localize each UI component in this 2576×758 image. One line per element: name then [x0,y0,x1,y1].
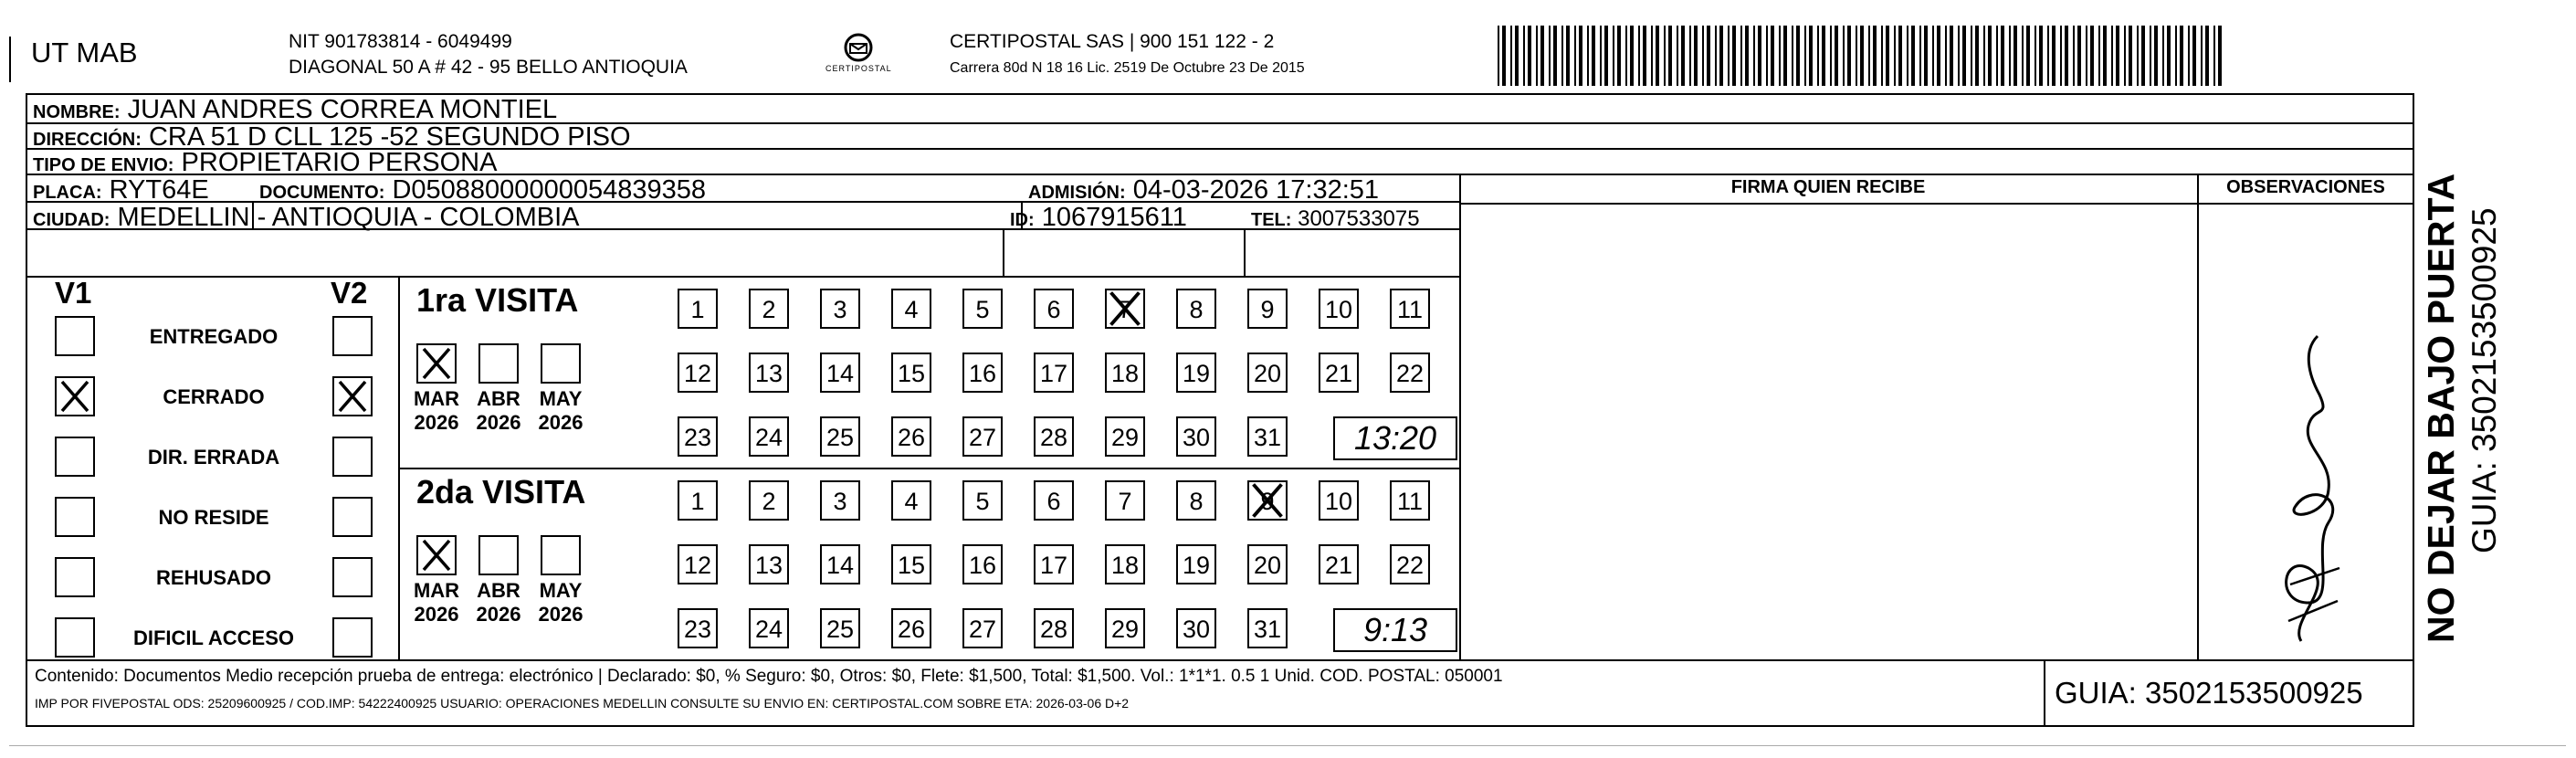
day-box-15[interactable]: 15 [891,353,931,393]
day-box-27[interactable]: 27 [962,608,1003,648]
day-box-16[interactable]: 16 [962,544,1003,584]
year-label: 2026 [414,603,459,626]
tel-value: 3007533075 [1298,206,1420,231]
logo-text: CERTIPOSTAL [825,64,892,73]
month-label: MAY [539,579,583,602]
day-box-10[interactable]: 10 [1319,289,1359,329]
company-name: CERTIPOSTAL SAS | 900 151 122 - 2 [950,31,1275,52]
left-edge-mark [9,37,11,82]
tel-row [1251,206,1420,232]
status-v1-checkbox[interactable] [55,557,95,597]
status-v2-checkbox[interactable] [332,376,373,416]
day-box-12[interactable]: 12 [678,544,718,584]
day-box-31[interactable]: 31 [1247,608,1288,648]
visit-time: 9:13 [1333,608,1457,652]
company-license: Carrera 80d N 18 16 Lic. 2519 De Octubre 23 De 2015 [950,60,1305,76]
footer-guia-line [2044,659,2045,727]
day-box-29[interactable]: 29 [1105,608,1145,648]
document-value: D05088000000054839358 [392,175,706,205]
status-v1-checkbox[interactable] [55,316,95,356]
visit-separator [398,468,1459,469]
year-label: 2026 [476,411,521,434]
year-label: 2026 [476,603,521,626]
city-label: CIUDAD: [33,210,110,230]
day-box-30[interactable]: 30 [1176,608,1216,648]
day-box-3[interactable]: 3 [820,289,860,329]
day-box-21[interactable]: 21 [1319,353,1359,393]
day-box-18[interactable]: 18 [1105,544,1145,584]
city-value: MEDELLIN - ANTIOQUIA - COLOMBIA [117,203,580,232]
tel-label: TEL: [1251,210,1292,230]
status-label: ENTREGADO [149,325,279,348]
footer-content: Contenido: Documentos Medio recepción prueba de entrega: electrónico | Declarado: $0, % Seguro: $0, Otros: $0, Flete: $1,500, Total: $1,500. Vol.: 1*1*1. 0.5 1 Unid. COD. POSTAL: 050001 [35,667,1503,686]
row-line [26,276,1459,278]
day-box-15[interactable]: 15 [891,544,931,584]
month-label: MAR [413,387,460,410]
admission-value: 04-03-2026 17:32:51 [1132,175,1380,205]
x-mark-icon [334,378,371,415]
col-line [1244,228,1246,276]
document-row [259,175,706,205]
day-box-3[interactable]: 3 [820,480,860,521]
id-label: ID: [1010,210,1035,230]
day-box-7[interactable]: 7 [1105,289,1145,329]
day-box-2[interactable]: 2 [749,480,789,521]
day-box-12[interactable]: 12 [678,353,718,393]
visit2-title: 2da VISITA [416,473,586,511]
day-box-9[interactable]: 9 [1247,480,1288,521]
month-checkbox-abr[interactable] [478,535,519,575]
year-label: 2026 [538,411,584,434]
admission-label: ADMISIÓN: [1028,183,1126,203]
signature-header-line [1459,203,2414,205]
status-v1-checkbox[interactable] [55,437,95,477]
day-box-6[interactable]: 6 [1034,480,1074,521]
month-checkbox-mar[interactable] [416,343,457,384]
month-checkbox-may[interactable] [541,343,581,384]
day-box-23[interactable]: 23 [678,416,718,457]
status-v1-checkbox[interactable] [55,376,95,416]
day-box-6[interactable]: 6 [1034,289,1074,329]
day-box-26[interactable]: 26 [891,416,931,457]
day-box-5[interactable]: 5 [962,480,1003,521]
day-box-24[interactable]: 24 [749,416,789,457]
day-box-20[interactable]: 20 [1247,544,1288,584]
month-checkbox-abr[interactable] [478,343,519,384]
day-box-19[interactable]: 19 [1176,353,1216,393]
admission-row [1028,175,1379,205]
day-box-19[interactable]: 19 [1176,544,1216,584]
day-box-20[interactable]: 20 [1247,353,1288,393]
v2-header: V2 [331,276,368,310]
sender-nit: NIT 901783814 - 6049499 [289,31,512,52]
bottom-rule [9,745,2566,746]
status-v2-checkbox[interactable] [332,316,373,356]
signature-title: FIRMA QUIEN RECIBE [1730,177,1926,197]
plate-label: PLACA: [33,183,102,203]
signature-handwriting [2201,311,2411,648]
signature-left-line [1459,174,1461,659]
day-box-14[interactable]: 14 [820,544,860,584]
status-label: DIFICIL ACCESO [132,626,294,649]
shipment-type: PROPIETARIO PERSONA [181,148,498,177]
status-v2-checkbox[interactable] [332,437,373,477]
sender-name: UT MAB [31,37,138,68]
x-mark-icon [418,345,455,382]
status-v2-checkbox[interactable] [332,557,373,597]
status-label: CERRADO [163,385,265,408]
id-value: 1067915611 [1041,203,1187,232]
day-box-25[interactable]: 25 [820,608,860,648]
side-warning: NO DEJAR BAJO PUERTA [2420,173,2462,643]
name-row [33,95,557,125]
certipostal-logo [825,29,892,80]
month-checkbox-mar[interactable] [416,535,457,575]
day-box-9[interactable]: 9 [1247,289,1288,329]
recipient-address: CRA 51 D CLL 125 -52 SEGUNDO PISO [148,122,631,152]
visit-time: 13:20 [1333,416,1457,460]
day-box-23[interactable]: 23 [678,608,718,648]
document-label: DOCUMENTO: [259,183,385,203]
x-mark-icon [57,378,93,415]
name-label: NOMBRE: [33,102,121,122]
visit1-title: 1ra VISITA [416,281,579,319]
day-mark [1247,480,1288,521]
year-label: 2026 [538,603,584,626]
day-box-17[interactable]: 17 [1034,544,1074,584]
status-label: NO RESIDE [158,506,269,529]
day-box-28[interactable]: 28 [1034,416,1074,457]
day-box-24[interactable]: 24 [749,608,789,648]
status-label: DIR. ERRADA [147,446,280,468]
status-v2-checkbox[interactable] [332,497,373,537]
day-box-31[interactable]: 31 [1247,416,1288,457]
plate-row [33,175,209,205]
day-box-1[interactable]: 1 [678,480,718,521]
x-mark-icon [1105,289,1145,329]
v1-header: V1 [55,276,92,310]
day-box-30[interactable]: 30 [1176,416,1216,457]
day-box-16[interactable]: 16 [962,353,1003,393]
day-box-21[interactable]: 21 [1319,544,1359,584]
day-box-13[interactable]: 13 [749,544,789,584]
day-box-26[interactable]: 26 [891,608,931,648]
day-box-13[interactable]: 13 [749,353,789,393]
address-label: DIRECCIÓN: [33,130,142,150]
month-label: ABR [477,579,520,602]
day-box-4[interactable]: 4 [891,480,931,521]
day-box-10[interactable]: 10 [1319,480,1359,521]
city-row [33,203,580,233]
day-box-8[interactable]: 8 [1176,480,1216,521]
recipient-name: JUAN ANDRES CORREA MONTIEL [127,95,558,124]
month-checkbox-may[interactable] [541,535,581,575]
day-box-28[interactable]: 28 [1034,608,1074,648]
day-box-7[interactable]: 7 [1105,480,1145,521]
month-label: MAR [413,579,460,602]
x-mark-icon [1247,480,1288,521]
footer-line [26,659,2414,661]
col-line [1003,228,1004,276]
day-mark [1105,289,1145,329]
day-box-14[interactable]: 14 [820,353,860,393]
day-box-25[interactable]: 25 [820,416,860,457]
day-box-1[interactable]: 1 [678,289,718,329]
status-v1-checkbox[interactable] [55,497,95,537]
day-box-22[interactable]: 22 [1390,353,1430,393]
day-box-11[interactable]: 11 [1390,289,1430,329]
barcode [1498,26,2224,86]
day-box-22[interactable]: 22 [1390,544,1430,584]
status-label: REHUSADO [156,566,271,589]
x-mark-icon [418,537,455,574]
day-box-18[interactable]: 18 [1105,353,1145,393]
type-row [33,148,497,178]
day-box-5[interactable]: 5 [962,289,1003,329]
status-v1-checkbox[interactable] [55,617,95,658]
day-box-4[interactable]: 4 [891,289,931,329]
footer-imp: IMP POR FIVEPOSTAL ODS: 25209600925 / COD.IMP: 54222400925 USUARIO: OPERACIONES MEDELLIN CONSULTE SU ENVIO EN: CERTIPOSTAL.COM SOBRE ETA: 2026-03-06 D+2 [35,696,1130,711]
plate-value: RYT64E [109,175,209,205]
day-box-17[interactable]: 17 [1034,353,1074,393]
footer-guia: GUIA: 3502153500925 [2055,676,2363,710]
day-box-2[interactable]: 2 [749,289,789,329]
side-guia: GUIA: 3502153500925 [2466,207,2503,553]
status-v2-checkbox[interactable] [332,617,373,658]
id-row [1010,203,1187,233]
sender-address: DIAGONAL 50 A # 42 - 95 BELLO ANTIOQUIA [289,57,688,78]
day-box-27[interactable]: 27 [962,416,1003,457]
type-label: TIPO DE ENVIO: [33,155,174,175]
month-label: MAY [539,387,583,410]
day-box-11[interactable]: 11 [1390,480,1430,521]
month-label: ABR [477,387,520,410]
day-box-29[interactable]: 29 [1105,416,1145,457]
observations-title: OBSERVACIONES [2226,177,2385,197]
observations-left-line [2197,174,2199,659]
day-box-8[interactable]: 8 [1176,289,1216,329]
year-label: 2026 [414,411,459,434]
